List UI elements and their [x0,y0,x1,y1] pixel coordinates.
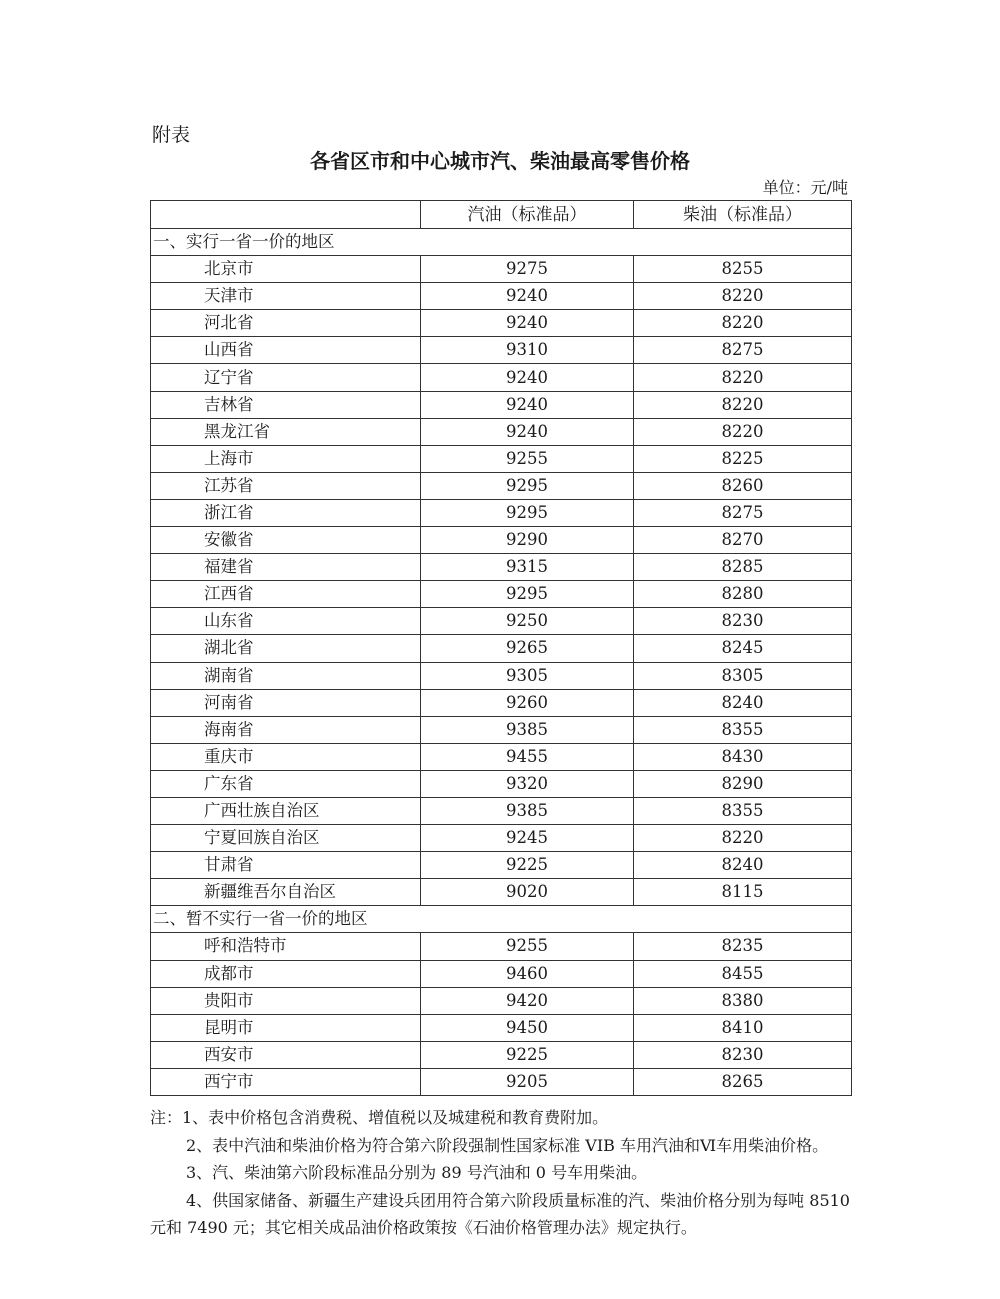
header-region [151,201,421,229]
gasoline-price: 9385 [421,716,634,743]
gasoline-price: 9315 [421,554,634,581]
header-diesel: 柴油（标准品） [634,201,852,229]
region-name: 江西省 [151,581,421,608]
gasoline-price: 9295 [421,581,634,608]
diesel-price: 8290 [634,770,852,797]
diesel-price: 8280 [634,581,852,608]
note-4: 4、供国家储备、新疆生产建设兵团用符合第六阶段质量标准的汽、柴油价格分别为每吨 8510 元和 7490 元；其它相关成品油价格政策按《石油价格管理办法》规定执行。 [150,1190,850,1237]
region-name: 海南省 [151,716,421,743]
section-label: 一、实行一省一价的地区 [151,229,852,256]
region-name: 新疆维吾尔自治区 [151,879,421,906]
table-row [151,499,852,526]
gasoline-price: 9240 [421,310,634,337]
region-name: 宁夏回族自治区 [151,825,421,852]
diesel-price: 8220 [634,418,852,445]
table-row [151,364,852,391]
diesel-price: 8380 [634,987,852,1014]
gasoline-price: 9455 [421,743,634,770]
gasoline-price: 9310 [421,337,634,364]
region-name: 西安市 [151,1041,421,1068]
gasoline-price: 9245 [421,825,634,852]
diesel-price: 8225 [634,445,852,472]
region-name: 江苏省 [151,472,421,499]
gasoline-price: 9460 [421,960,634,987]
region-name: 湖北省 [151,635,421,662]
diesel-price: 8220 [634,364,852,391]
region-name: 上海市 [151,445,421,472]
gasoline-price: 9225 [421,1041,634,1068]
table-row [151,689,852,716]
region-name: 吉林省 [151,391,421,418]
table-row [151,797,852,824]
gasoline-price: 9020 [421,879,634,906]
note-3: 3、汽、柴油第六阶段标准品分别为 89 号汽油和 0 号车用柴油。 [186,1163,648,1182]
gasoline-price: 9305 [421,662,634,689]
gasoline-price: 9295 [421,499,634,526]
region-name: 昆明市 [151,1014,421,1041]
diesel-price: 8355 [634,797,852,824]
region-name: 湖南省 [151,662,421,689]
table-row [151,825,852,852]
region-name: 甘肃省 [151,852,421,879]
region-name: 天津市 [151,283,421,310]
diesel-price: 8260 [634,472,852,499]
gasoline-price: 9420 [421,987,634,1014]
gasoline-price: 9240 [421,283,634,310]
region-name: 贵阳市 [151,987,421,1014]
diesel-price: 8245 [634,635,852,662]
attachment-label: 附表 [152,124,191,146]
diesel-price: 8410 [634,1014,852,1041]
table-row [151,960,852,987]
region-name: 西宁市 [151,1068,421,1095]
table-row [151,283,852,310]
gasoline-price: 9260 [421,689,634,716]
price-table [150,200,852,1096]
diesel-price: 8220 [634,391,852,418]
notes [150,1104,851,1242]
diesel-price: 8230 [634,1041,852,1068]
region-name: 浙江省 [151,499,421,526]
section-row [151,906,852,933]
diesel-price: 8285 [634,554,852,581]
page-title: 各省区市和中心城市汽、柴油最高零售价格 [310,149,690,173]
region-name: 山西省 [151,337,421,364]
diesel-price: 8305 [634,662,852,689]
gasoline-price: 9240 [421,364,634,391]
table-row [151,472,852,499]
region-name: 北京市 [151,256,421,283]
diesel-price: 8265 [634,1068,852,1095]
table-row [151,581,852,608]
table-row [151,608,852,635]
table-row [151,445,852,472]
diesel-price: 8220 [634,310,852,337]
region-name: 呼和浩特市 [151,933,421,960]
table-row [151,852,852,879]
table-row [151,337,852,364]
region-name: 重庆市 [151,743,421,770]
table-row [151,743,852,770]
table-row [151,391,852,418]
region-name: 辽宁省 [151,364,421,391]
region-name: 河南省 [151,689,421,716]
diesel-price: 8220 [634,825,852,852]
diesel-price: 8355 [634,716,852,743]
section-row [151,229,852,256]
region-name: 广东省 [151,770,421,797]
region-name: 河北省 [151,310,421,337]
table-row [151,716,852,743]
gasoline-price: 9240 [421,418,634,445]
region-name: 山东省 [151,608,421,635]
diesel-price: 8430 [634,743,852,770]
region-name: 安徽省 [151,527,421,554]
table-row [151,770,852,797]
diesel-price: 8275 [634,499,852,526]
gasoline-price: 9275 [421,256,634,283]
table-row [151,879,852,906]
diesel-price: 8115 [634,879,852,906]
table-row [151,987,852,1014]
gasoline-price: 9250 [421,608,634,635]
gasoline-price: 9265 [421,635,634,662]
region-name: 福建省 [151,554,421,581]
table-row [151,256,852,283]
section-label: 二、暂不实行一省一价的地区 [151,906,852,933]
gasoline-price: 9290 [421,527,634,554]
table-header-row [151,201,852,229]
diesel-price: 8240 [634,852,852,879]
diesel-price: 8230 [634,608,852,635]
diesel-price: 8255 [634,256,852,283]
table-row [151,1068,852,1095]
diesel-price: 8455 [634,960,852,987]
table-row [151,310,852,337]
header-gasoline: 汽油（标准品） [421,201,634,229]
gasoline-price: 9295 [421,472,634,499]
diesel-price: 8240 [634,689,852,716]
diesel-price: 8270 [634,527,852,554]
table-row [151,527,852,554]
gasoline-price: 9385 [421,797,634,824]
diesel-price: 8275 [634,337,852,364]
gasoline-price: 9205 [421,1068,634,1095]
gasoline-price: 9240 [421,391,634,418]
gasoline-price: 9450 [421,1014,634,1041]
table-row [151,554,852,581]
gasoline-price: 9255 [421,933,634,960]
region-name: 成都市 [151,960,421,987]
note-1: 注：1、表中价格包含消费税、增值税以及城建税和教育费附加。 [150,1108,609,1127]
table-row [151,635,852,662]
table-row [151,662,852,689]
table-row [151,933,852,960]
table-row [151,1041,852,1068]
table-row [151,418,852,445]
gasoline-price: 9320 [421,770,634,797]
note-2: 2、表中汽油和柴油价格为符合第六阶段强制性国家标准 VIB 车用汽油和Ⅵ车用柴油价格。 [186,1135,829,1155]
region-name: 黑龙江省 [151,418,421,445]
diesel-price: 8220 [634,283,852,310]
gasoline-price: 9225 [421,852,634,879]
diesel-price: 8235 [634,933,852,960]
gasoline-price: 9255 [421,445,634,472]
table-row [151,1014,852,1041]
unit-label: 单位：元/吨 [762,178,848,197]
region-name: 广西壮族自治区 [151,797,421,824]
